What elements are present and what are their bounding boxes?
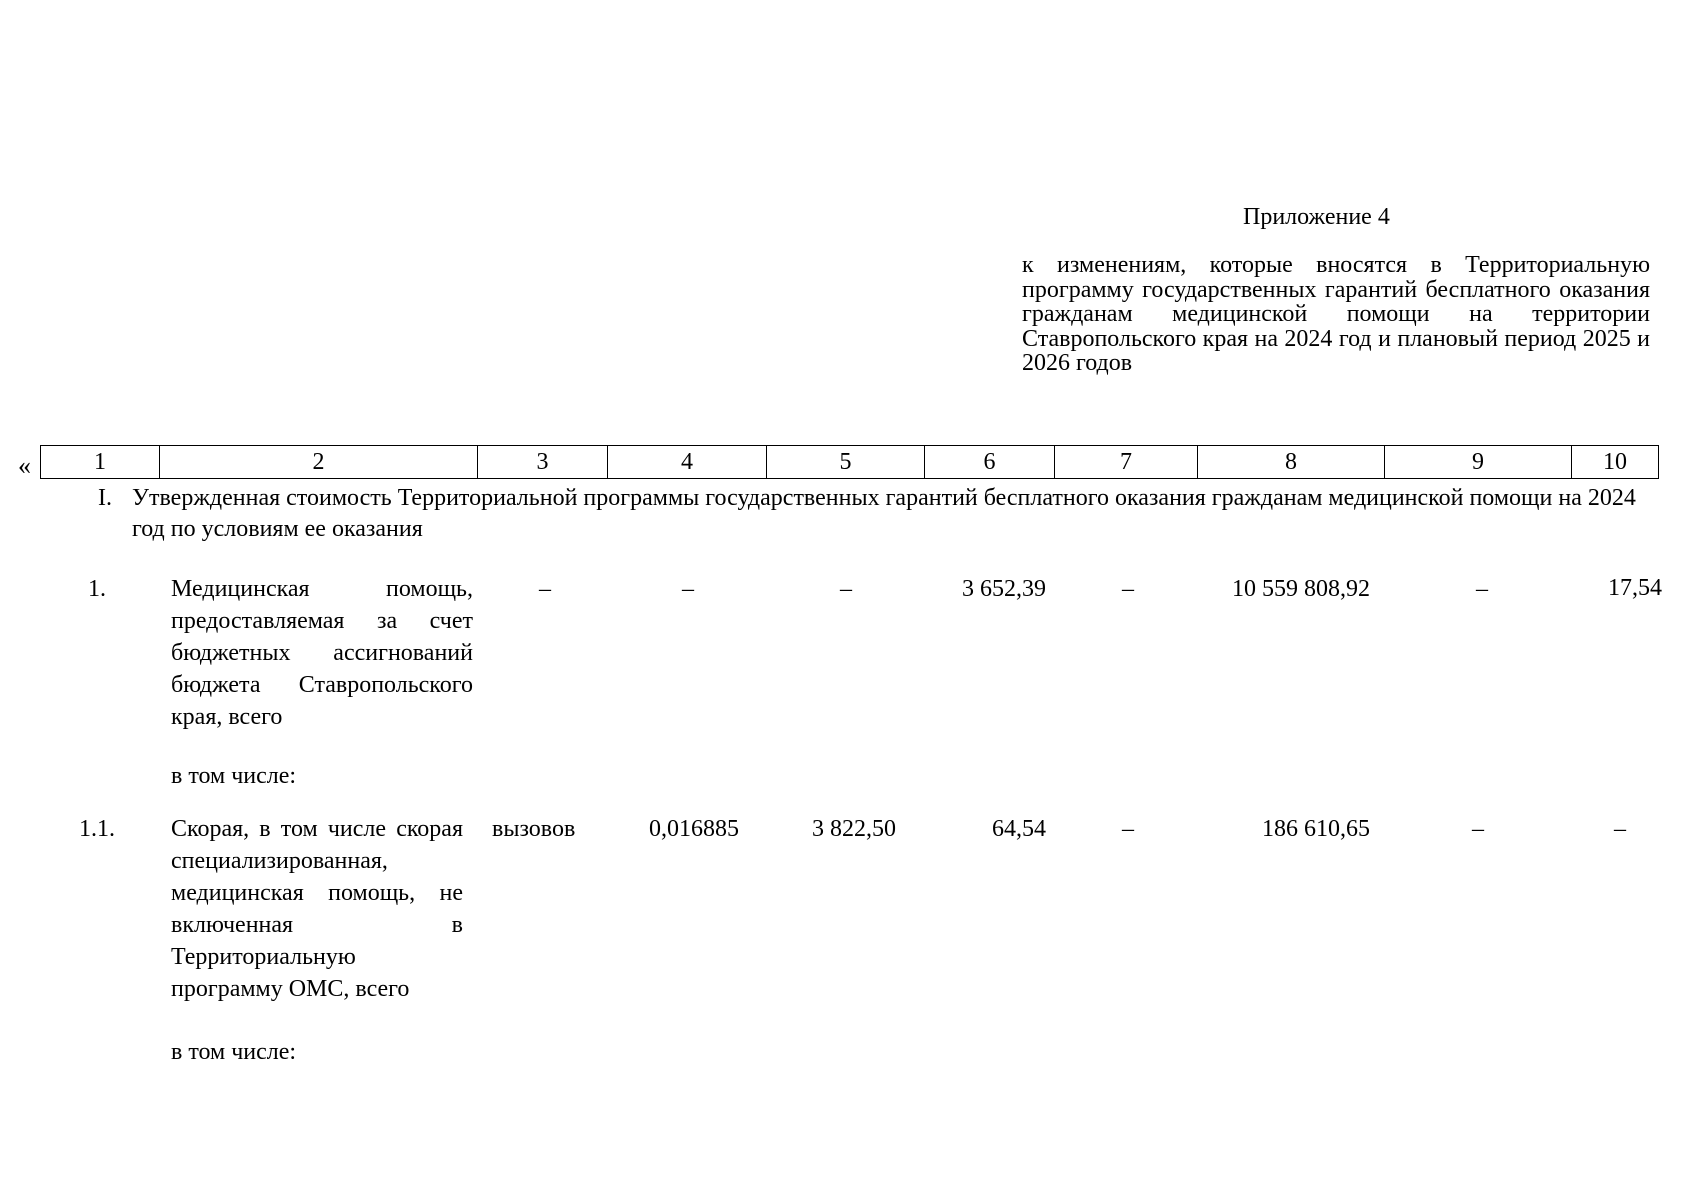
- column-number-6: 6: [925, 446, 1055, 479]
- row-unit: вызовов: [492, 816, 576, 842]
- column-number-7: 7: [1055, 446, 1198, 479]
- row-col9: –: [1476, 576, 1488, 602]
- opening-quote: «: [18, 451, 31, 480]
- section-number: I.: [98, 485, 112, 511]
- column-number-header: [40, 445, 1659, 479]
- column-number-8: 8: [1198, 446, 1385, 479]
- section-heading: [98, 483, 1638, 545]
- row-col7: –: [1122, 816, 1134, 842]
- row-number: 1.1.: [79, 816, 115, 842]
- row-cost: –: [840, 576, 852, 602]
- column-number-9: 9: [1385, 446, 1572, 479]
- column-number-4: 4: [608, 446, 767, 479]
- appendix-description: к изменениям, которые вносятся в Территориальную программу государственных гарантий бесплатного оказания гражданам медицинской помощи на территории Ставропольского края на 2024 год и плановый период 2025 и 2026 годов: [1022, 252, 1650, 376]
- row-percent: –: [1614, 816, 1626, 842]
- row-total: 186 610,65: [1262, 816, 1370, 842]
- row-volume: –: [682, 576, 694, 602]
- row-cost: 3 822,50: [812, 816, 896, 842]
- column-number-10: 10: [1572, 446, 1659, 479]
- row-col9: –: [1472, 816, 1484, 842]
- row-col7: –: [1122, 576, 1134, 602]
- row-unit: –: [539, 576, 551, 602]
- column-number-2: 2: [160, 446, 478, 479]
- section-title: Утвержденная стоимость Территориальной программы государственных гарантий бесплатного оказания гражданам медицинской помощи на 2024 год по условиям ее оказания: [132, 485, 1636, 542]
- row-per-capita: 64,54: [992, 816, 1046, 842]
- row-volume: 0,016885: [649, 816, 739, 842]
- row-name: Медицинская помощь, предоставляемая за счет бюджетных ассигнований бюджета Ставропольского края, всего: [171, 576, 473, 730]
- row-name: Скорая, в том числе скорая специализированная, медицинская помощь, не включенная в Территориальную программу ОМС, всего: [171, 816, 463, 1002]
- including-label: в том числе:: [171, 1039, 297, 1065]
- column-number-5: 5: [767, 446, 925, 479]
- column-number-3: 3: [478, 446, 608, 479]
- appendix-title: Приложение 4: [1243, 204, 1390, 230]
- row-percent: 17,54: [1608, 575, 1662, 601]
- row-number: 1.: [88, 576, 106, 602]
- including-label: в том числе:: [171, 763, 297, 789]
- column-number-1: 1: [41, 446, 160, 479]
- row-total: 10 559 808,92: [1232, 576, 1370, 602]
- row-per-capita: 3 652,39: [962, 576, 1046, 602]
